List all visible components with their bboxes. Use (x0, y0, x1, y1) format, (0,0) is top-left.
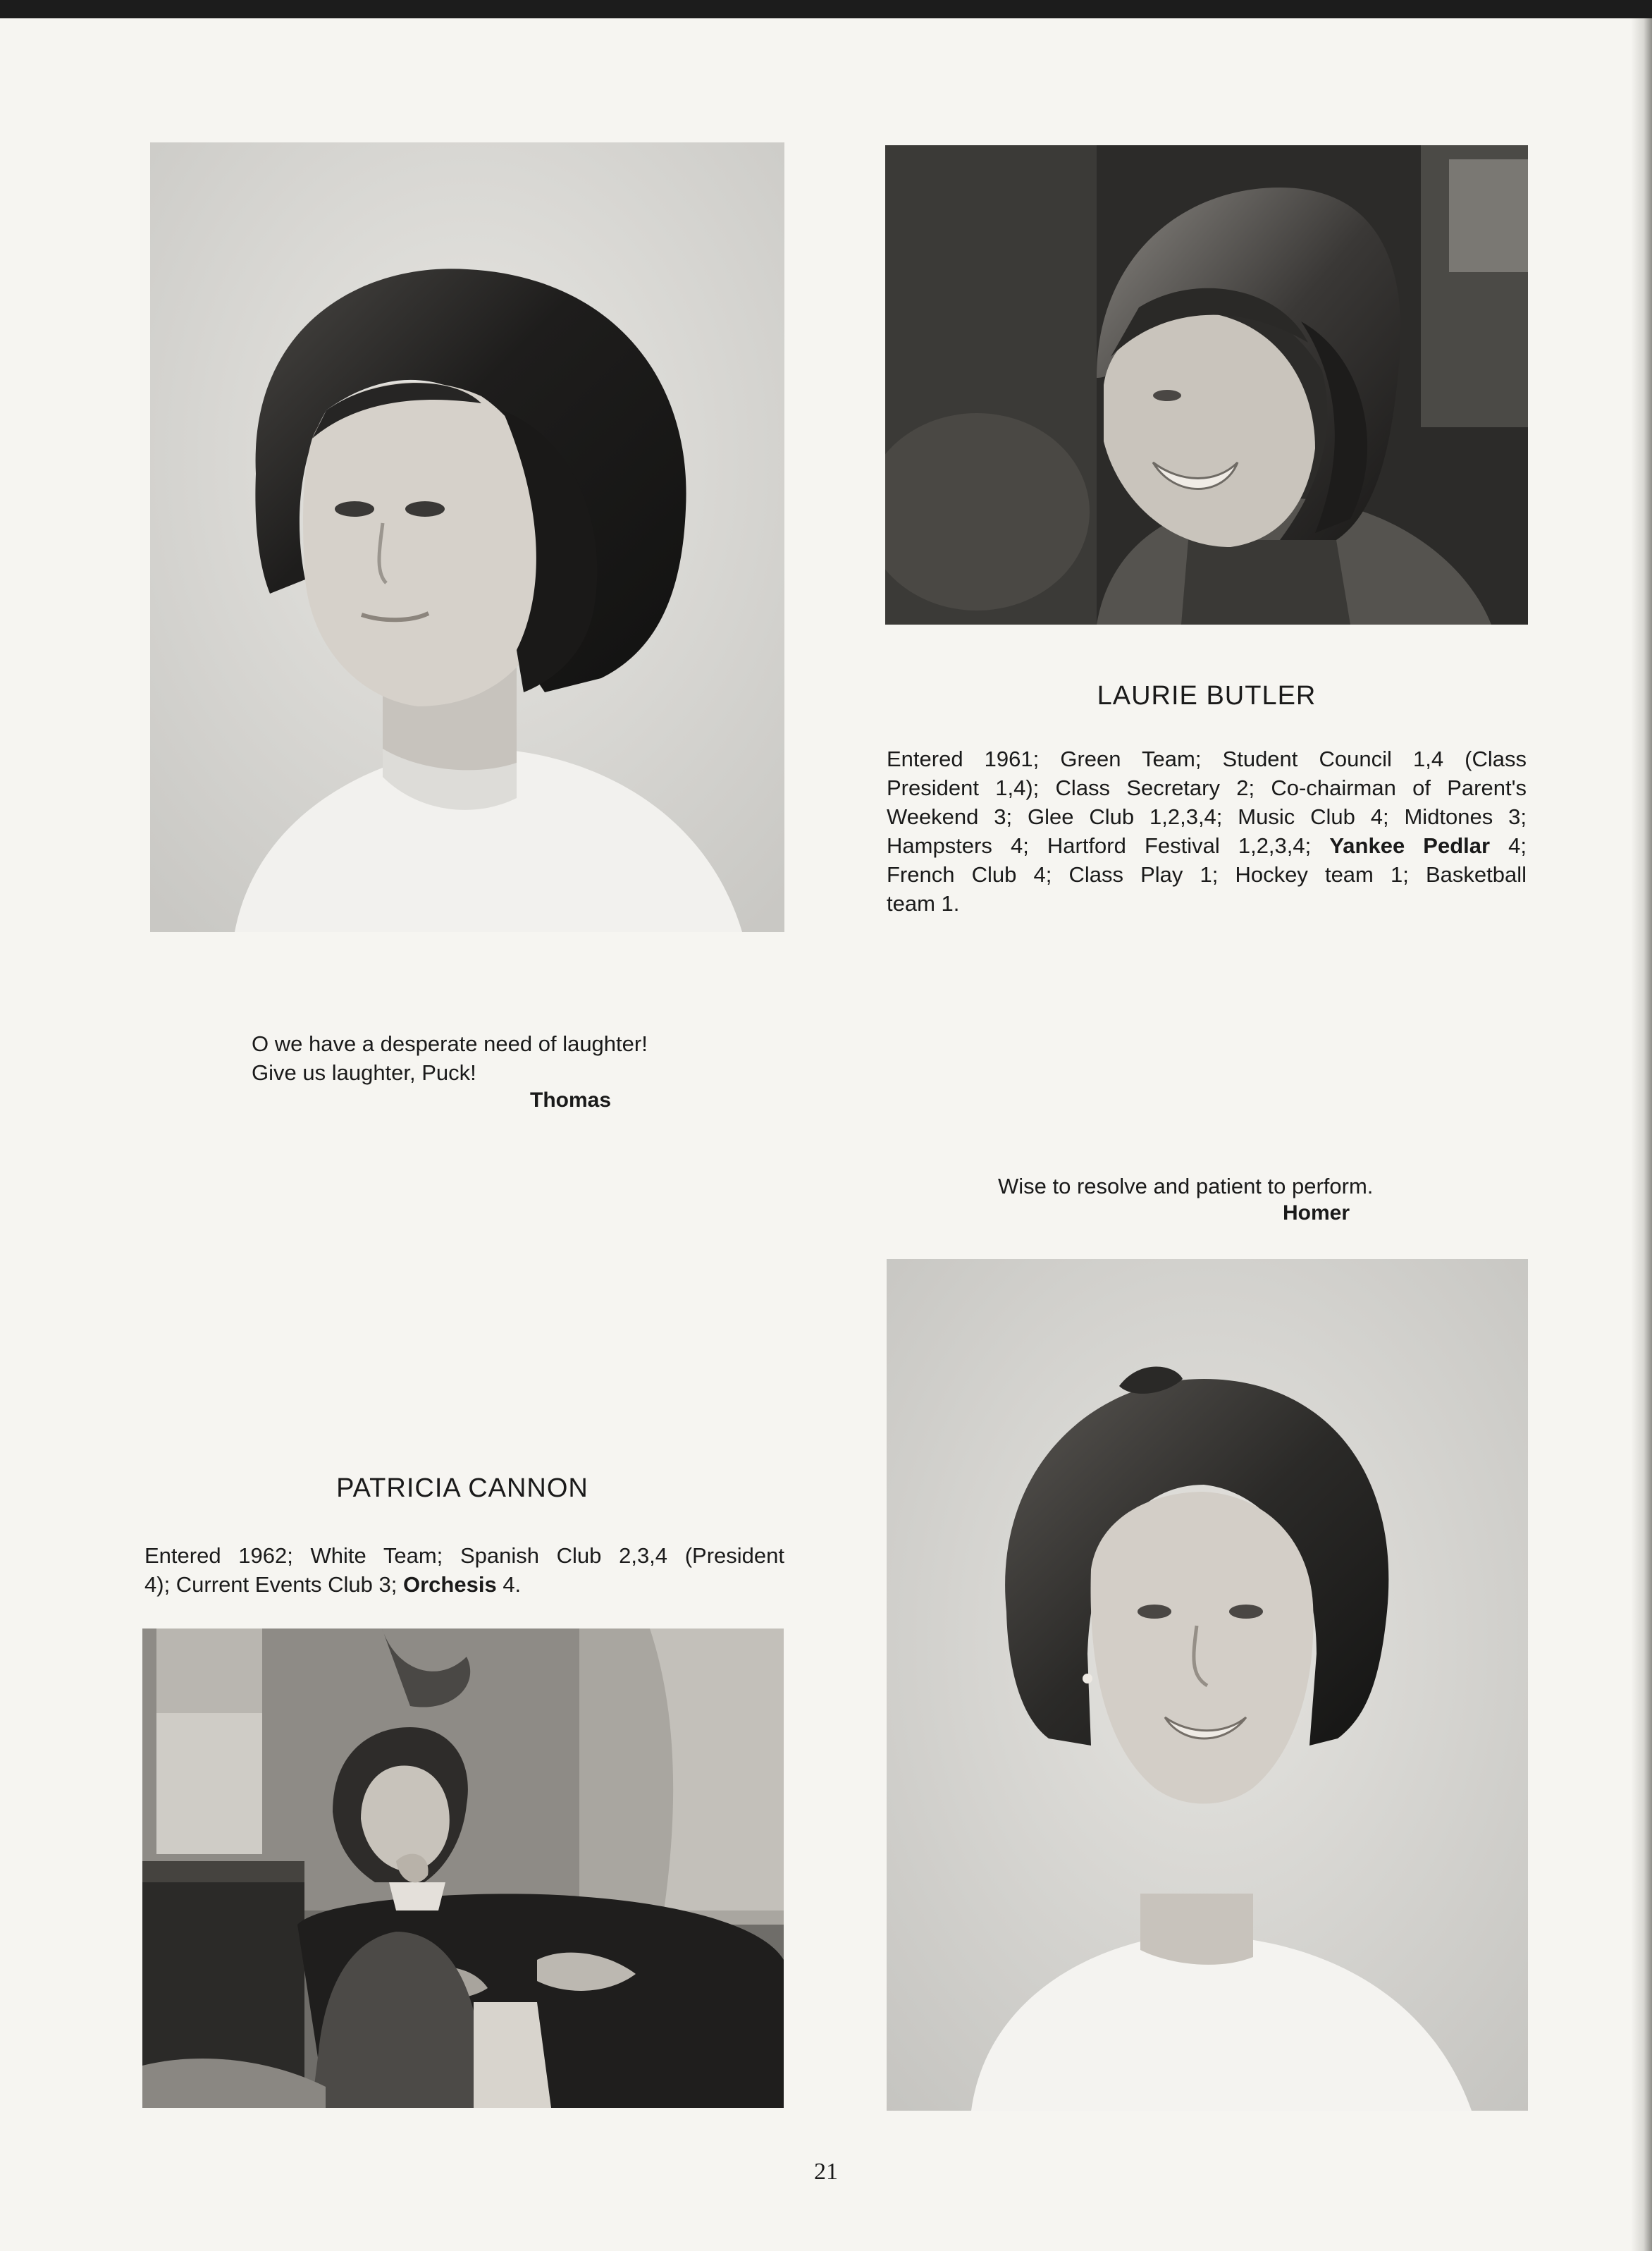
page-number: 21 (814, 2159, 838, 2185)
quote-line: O we have a desperate need of laughter! (252, 1031, 648, 1056)
publication-name: Yankee Pedlar (1329, 833, 1491, 858)
bio-text: 4); Current Events Club 3; (144, 1572, 403, 1597)
club-name: Orchesis (403, 1572, 497, 1597)
bio-line: Entered 1961; Green Team; Student Council 1,4 (Class (887, 747, 1527, 771)
student-name-patricia-cannon: PATRICIA CANNON (336, 1473, 588, 1503)
bio-line (144, 1570, 784, 1599)
bio-text: Hampsters 4; Hartford Festival 1,2,3,4; (887, 833, 1330, 858)
quote-author-homer: Homer (1283, 1201, 1350, 1225)
bio-line (887, 831, 1527, 860)
page-edge (1631, 18, 1652, 2251)
bio-line: Entered 1962; White Team; Spanish Club 2,3,4 (President (144, 1543, 784, 1568)
bio-text: 4; (1490, 833, 1527, 858)
quote-line: Give us laughter, Puck! (252, 1060, 476, 1085)
quote-line: Wise to resolve and patient to perform. (998, 1174, 1374, 1198)
bio-line: team 1. (887, 891, 960, 916)
quote-homer (998, 1172, 1491, 1201)
student-bio-patricia-cannon (144, 1541, 784, 1599)
portrait-photo-bottom-right (887, 1259, 1528, 2111)
bio-line: French Club 4; Class Play 1; Hockey team 1; Basketball (887, 862, 1527, 887)
bio-line: Weekend 3; Glee Club 1,2,3,4; Music Club 4; Midtones 3; (887, 804, 1527, 829)
quote-thomas (252, 1029, 787, 1087)
candid-photo-top-right (885, 145, 1528, 625)
student-name-laurie-butler: LAURIE BUTLER (1097, 681, 1317, 711)
bio-text: 4. (496, 1572, 522, 1597)
quote-author-thomas: Thomas (530, 1088, 612, 1112)
bio-line: President 1,4); Class Secretary 2; Co-chairman of Parent's (887, 775, 1527, 800)
candid-photo-bottom-left (142, 1629, 784, 2108)
student-bio-laurie-butler (887, 744, 1527, 918)
portrait-photo-top-left (150, 142, 784, 932)
yearbook-page (0, 18, 1652, 2251)
